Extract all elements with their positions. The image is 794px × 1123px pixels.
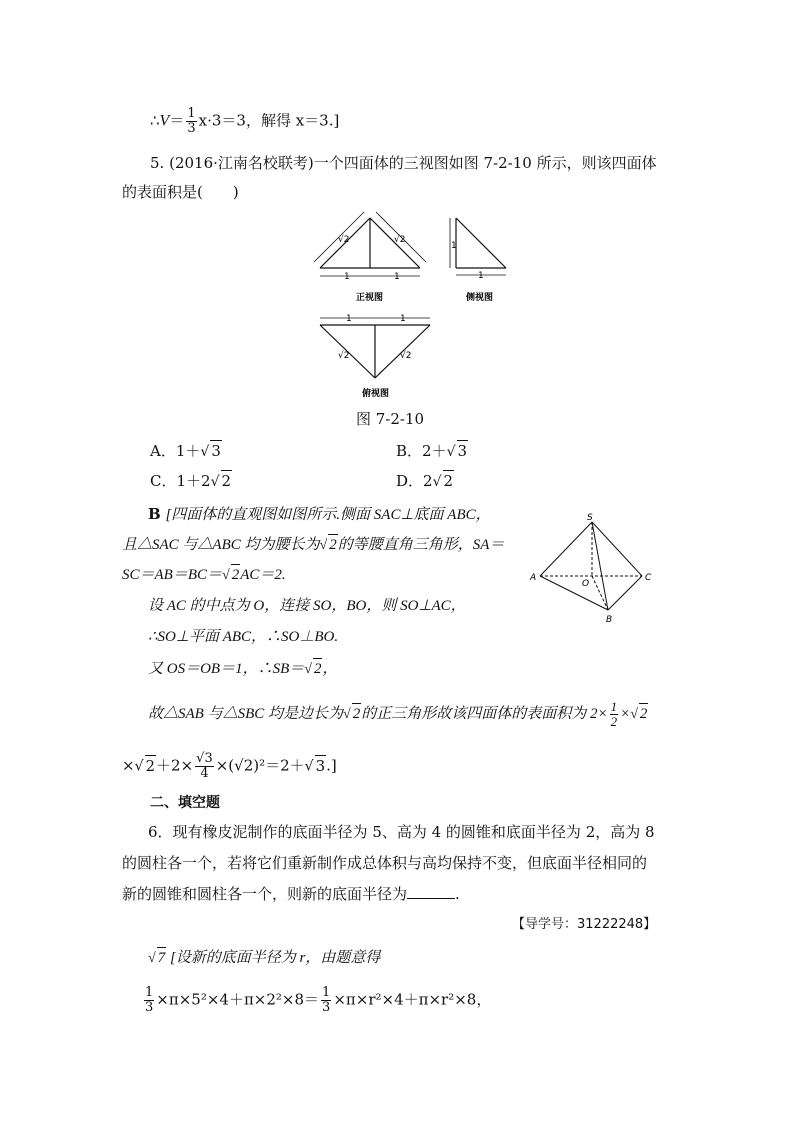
sol8-radicand: 2 <box>145 756 156 775</box>
solution-line5: ∴SO⊥平面 ABC，∴SO⊥BO. <box>148 629 339 645</box>
top-view <box>320 318 430 378</box>
q6-line3 <box>122 884 460 904</box>
solution-line8 <box>122 752 337 781</box>
previous-answer-rest: x·3＝3，解得 x＝3.] <box>198 111 340 130</box>
edge-ob <box>592 576 608 610</box>
frac-den: 2 <box>610 714 618 729</box>
frac-den: 4 <box>200 766 209 781</box>
side-view <box>450 218 506 275</box>
side-view-label: 侧视图 <box>466 293 494 303</box>
top-sqrt2-right: √2 <box>400 351 412 361</box>
guide-number: 【导学号：31222248】 <box>512 917 657 932</box>
sol8-d: .] <box>326 756 337 775</box>
option-b-label: B． <box>396 442 423 460</box>
option-a <box>150 440 222 462</box>
q6-eq-left: ×π×5²×4＋π×2²×8＝ <box>156 990 320 1009</box>
solution-line1 <box>148 504 491 525</box>
radical-sign: √ <box>200 444 210 460</box>
fraction-one-third <box>186 107 196 136</box>
tetrahedron-edges <box>540 522 642 610</box>
option-b-text: 2＋ <box>422 442 447 460</box>
sol7-radicand2: 2 <box>639 703 649 724</box>
q6-answer-radicand: 7 <box>157 947 167 968</box>
q6-answer-text: [设新的底面半径为 r，由题意得 <box>169 950 381 966</box>
sol3-a: SC＝AB＝BC＝ <box>122 567 222 583</box>
previous-answer-line <box>150 107 339 136</box>
top-view-label: 俯视图 <box>362 389 390 399</box>
fraction-sqrt3-over-4 <box>195 752 214 781</box>
front-sqrt2-right: √2 <box>394 235 406 245</box>
solution-line4: 设 AC 的中点为 O，连接 SO，BO，则 SO⊥AC， <box>148 598 466 614</box>
top-sqrt2-left: √2 <box>338 351 350 361</box>
sol2-b: 的等腰直角三角形，SA＝ <box>337 537 505 553</box>
option-a-radicand: 3 <box>211 442 221 460</box>
sol7-a: 故△SAB 与△SBC 均是边长为 <box>148 705 343 722</box>
solution-line7 <box>148 700 648 729</box>
radical-sign: √ <box>319 538 328 553</box>
sol7-b: 的正三角形故该四面体的表面积为 2× <box>361 705 608 722</box>
front-len1-left: 1 <box>344 272 350 282</box>
frac-den: 3 <box>145 1000 154 1015</box>
answer-blank <box>407 898 455 899</box>
option-c-radicand: 2 <box>221 472 232 490</box>
q5-stem-line1 <box>150 153 657 173</box>
sol3-b: AC＝2. <box>240 567 286 583</box>
section-heading-fill-blank: 二、填空题 <box>150 795 220 811</box>
sol7-radicand: 2 <box>352 703 362 724</box>
option-d-text: 2 <box>423 472 433 490</box>
side-len1-bottom: 1 <box>478 271 484 281</box>
option-c-text: 1＋2 <box>176 472 211 490</box>
radical-sign: √ <box>304 662 312 677</box>
q6-line2: 的圆柱各一个，若将它们重新制作成总体积与高均保持不变，但底面半径相同的 <box>122 854 648 872</box>
figure-caption: 图 7-2-10 <box>356 410 425 428</box>
top-len1-left: 1 <box>346 314 352 324</box>
sol8-radicand2: 3 <box>315 756 326 775</box>
q6-answer-line <box>148 947 380 969</box>
front-view <box>314 212 426 276</box>
sol8-c: ×(√2)²＝2＋ <box>215 756 305 775</box>
q5-number: 5. <box>150 154 165 172</box>
frac-num: √3 <box>196 751 213 766</box>
sol7-c: × <box>620 705 631 722</box>
frac-num: 1 <box>187 106 196 121</box>
front-len1-right: 1 <box>394 272 400 282</box>
option-d-radicand: 2 <box>443 472 454 490</box>
edge-sb <box>592 522 608 610</box>
edge-cb <box>608 576 642 610</box>
tetrahedron-figure <box>528 510 668 628</box>
fraction-one-third <box>144 986 154 1015</box>
edge-sc <box>592 522 642 576</box>
three-view-figure <box>310 208 520 408</box>
therefore-symbol: ∴ <box>150 111 160 130</box>
frac-den: 3 <box>322 1000 331 1015</box>
sol8-b: ＋2× <box>156 756 194 775</box>
radical-sign: √ <box>210 474 220 490</box>
solution-line3 <box>122 564 286 586</box>
radical-sign: √ <box>222 568 230 583</box>
radical-sign: √ <box>134 758 144 775</box>
option-a-label: A． <box>150 442 176 460</box>
front-view-label: 正视图 <box>356 293 384 303</box>
radical-sign: √ <box>446 444 456 460</box>
option-d <box>396 470 454 492</box>
option-c-label: C． <box>150 472 177 490</box>
q5-stem-line2: 的表面积是( ) <box>122 183 239 201</box>
radical-sign: √ <box>148 951 156 966</box>
sol6-radicand: 2 <box>313 658 323 679</box>
var-v: V <box>159 112 170 130</box>
frac-num: 1 <box>610 699 618 714</box>
q5-stem-text1: (2016·江南名校联考)一个四面体的三视图如图 7-2-10 所示，则该四面体 <box>169 154 657 172</box>
option-d-label: D． <box>396 472 424 490</box>
option-a-text: 1＋ <box>175 442 201 460</box>
sol6-a: 又 OS＝OB＝1，∴SB＝ <box>148 661 305 677</box>
sol2-radicand: 2 <box>328 534 338 555</box>
q6-line3-text: 新的圆锥和圆柱各一个，则新的底面半径为 <box>122 885 408 903</box>
fraction-one-third-2 <box>321 986 331 1015</box>
answer-letter: B <box>148 505 161 523</box>
label-c: C <box>645 573 652 583</box>
frac-den: 3 <box>187 121 196 136</box>
sol6-b: ， <box>322 661 338 677</box>
q6-line1: 6．现有橡皮泥制作的底面半径为 5、高为 4 的圆锥和底面半径为 2，高为 8 <box>148 823 655 841</box>
fraction-half <box>610 700 619 729</box>
label-b: B <box>606 615 613 625</box>
top-len1-right: 1 <box>400 314 406 324</box>
solution-line6 <box>148 658 337 680</box>
radical-sign: √ <box>432 474 442 490</box>
sol2-a: 且△SAC 与△ABC 均为腰长为 <box>122 537 320 553</box>
solution-line2 <box>122 534 504 556</box>
q6-eq-right: ×π×r²×4＋π×r²×8， <box>333 990 492 1009</box>
q6-equation <box>142 986 491 1015</box>
radical-sign: √ <box>630 706 638 722</box>
edge-ab <box>540 576 608 610</box>
label-a: A <box>530 573 537 583</box>
sol8-a: × <box>122 756 135 775</box>
option-b <box>396 440 468 462</box>
frac-num: 1 <box>322 985 331 1000</box>
equals: ＝ <box>169 111 185 130</box>
solution-text1: [四面体的直观图如图所示.侧面 SAC⊥底面 ABC， <box>165 507 491 523</box>
front-sqrt2-left: √2 <box>338 235 350 245</box>
radical-sign: √ <box>304 758 314 775</box>
side-hypotenuse <box>456 218 506 268</box>
frac-num: 1 <box>145 985 154 1000</box>
radical-sign: √ <box>343 706 351 722</box>
label-s: S <box>587 513 593 523</box>
option-b-radicand: 3 <box>457 442 468 460</box>
sol3-radicand: 2 <box>231 564 241 585</box>
edge-sa <box>540 522 592 576</box>
label-o: O <box>582 579 590 589</box>
side-len1-vertical: 1 <box>451 241 457 251</box>
option-c <box>150 470 232 492</box>
q6-line3-end: . <box>455 885 460 903</box>
